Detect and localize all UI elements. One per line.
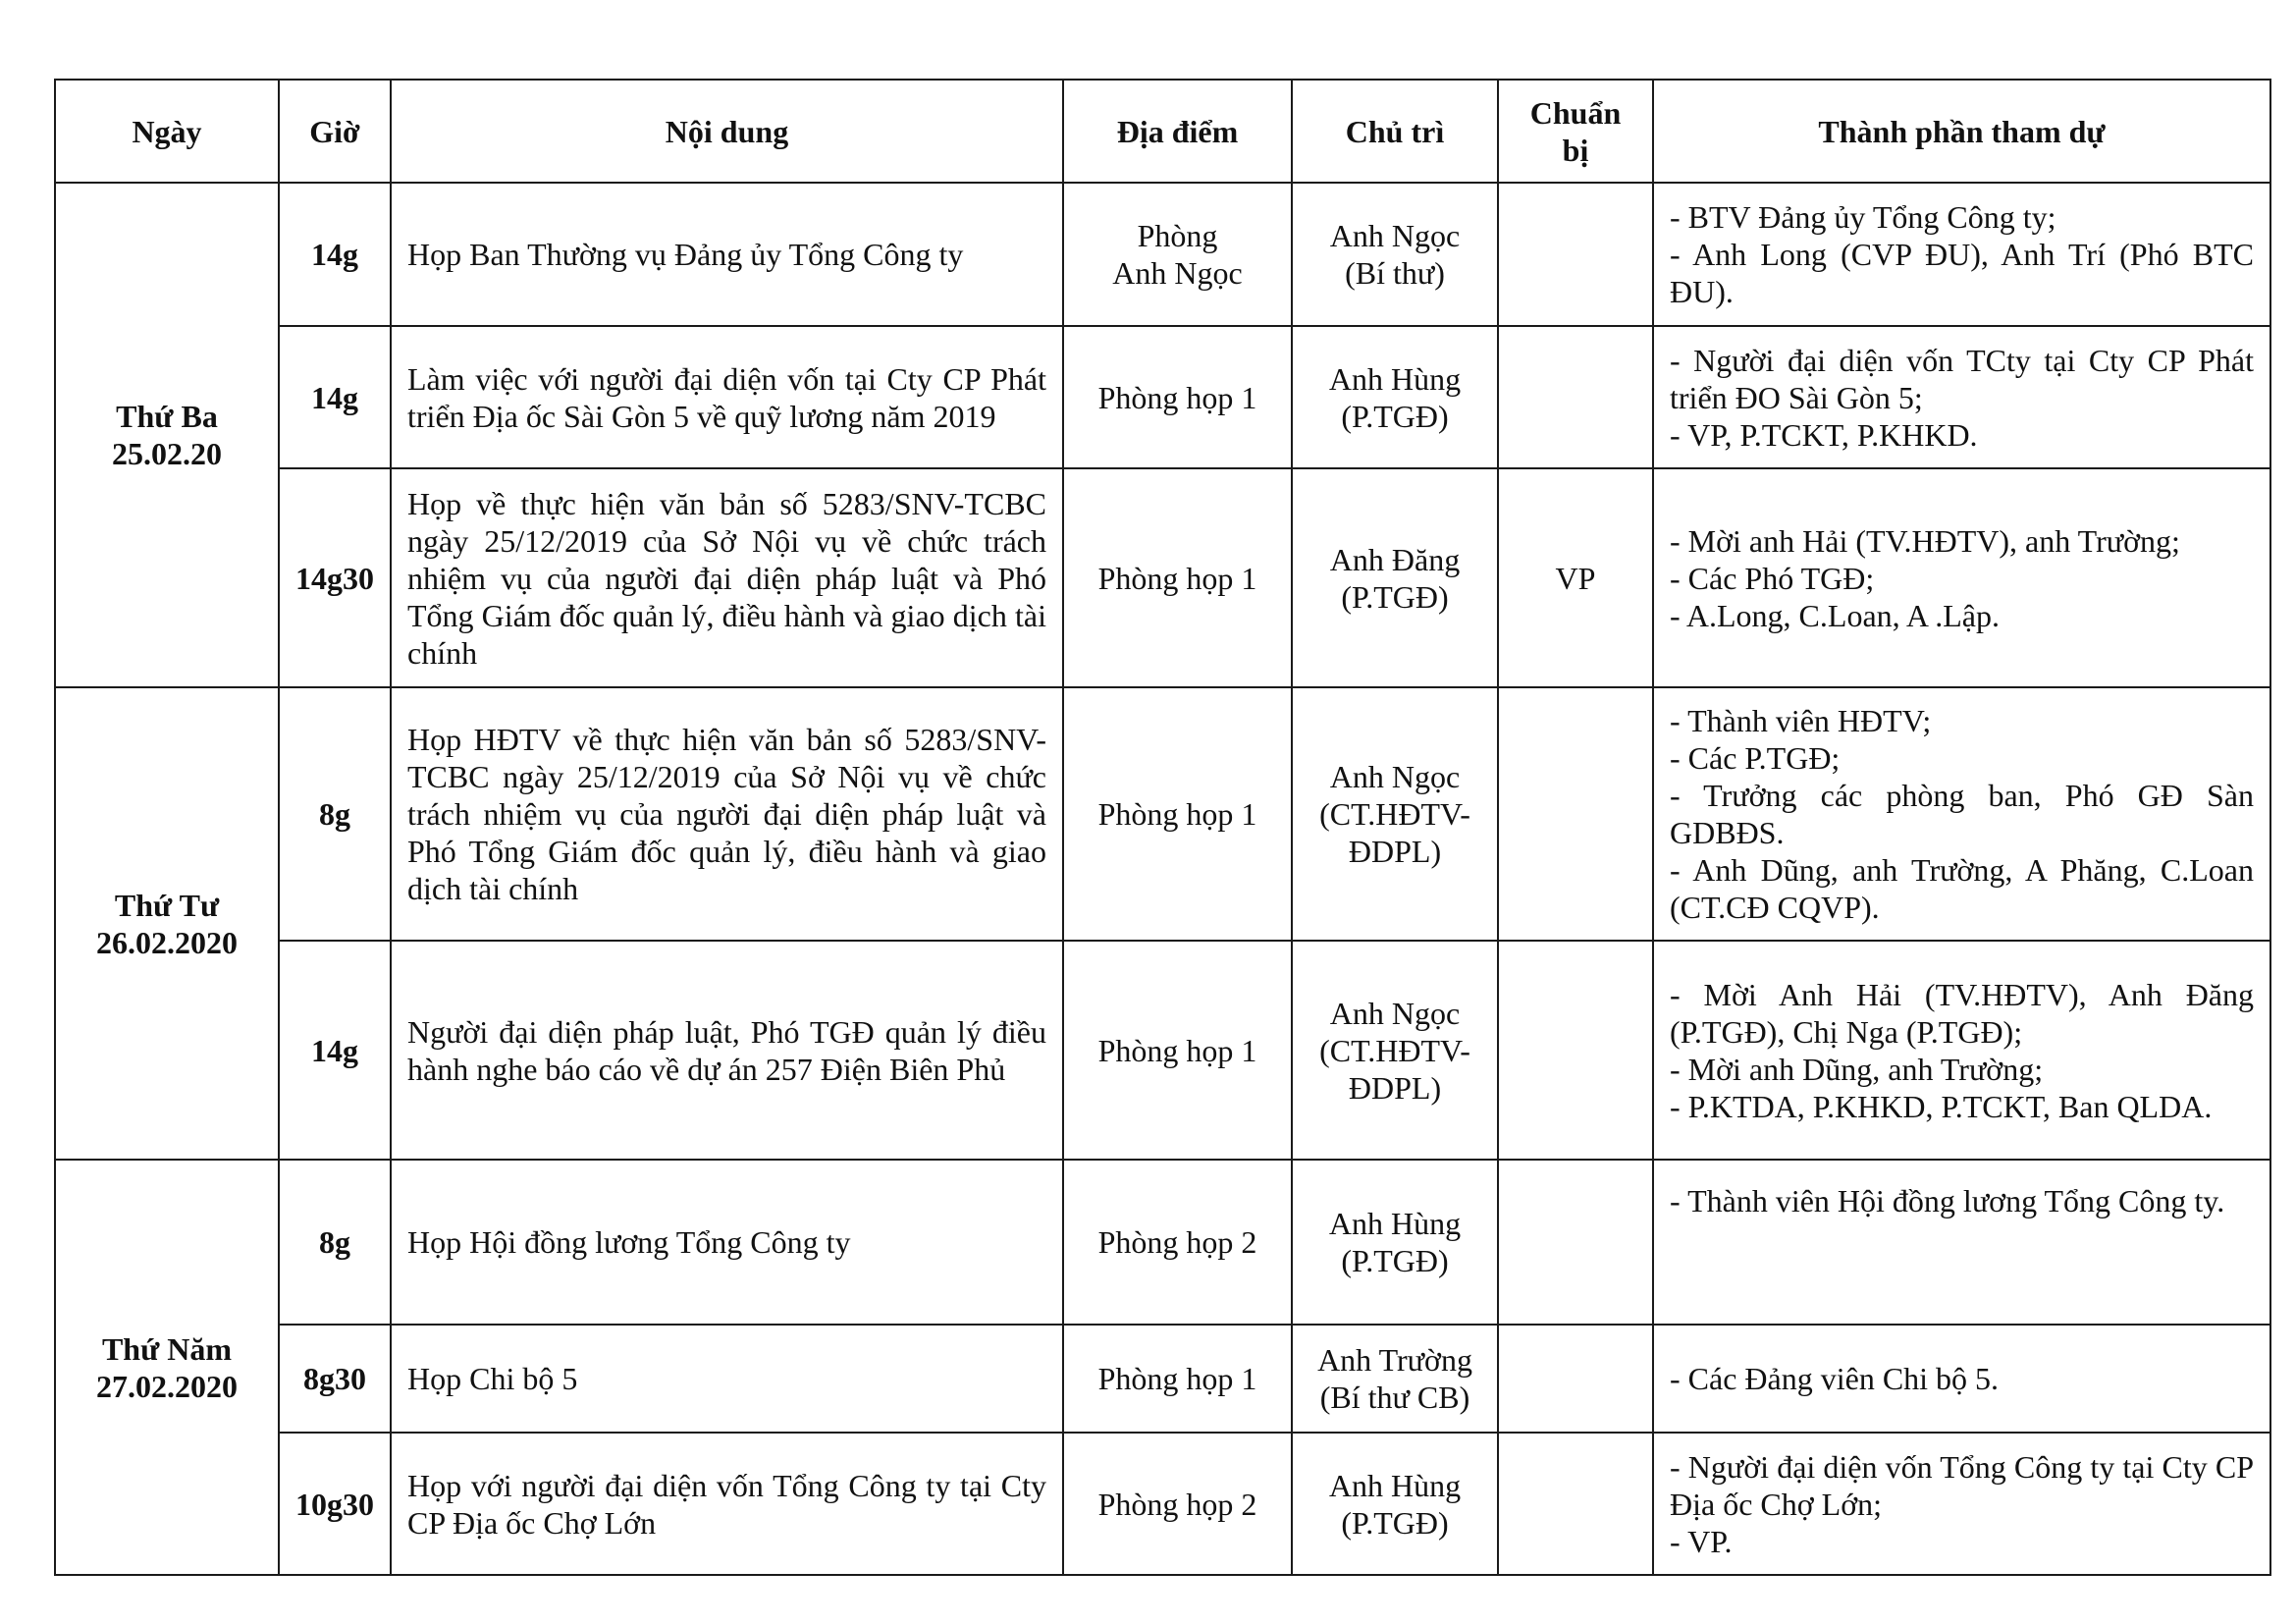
location-cell: Phòng họp 1 [1063,468,1292,687]
prep-cell [1498,941,1653,1160]
location-cell: Phòng họp 1 [1063,326,1292,468]
attendees-cell: - Thành viên Hội đồng lương Tổng Công ty. [1653,1160,2270,1325]
day-cell [55,687,279,1160]
prep-cell [1498,1433,1653,1575]
prep-cell: VP [1498,468,1653,687]
location-cell: Phòng họp 1 [1063,941,1292,1160]
host-cell: Anh Ngọc (CT.HĐTV- ĐDPL) [1292,687,1498,941]
content-cell: Họp về thực hiện văn bản số 5283/SNV-TCBC ngày 25/12/2019 của Sở Nội vụ về chức trách nhiệm vụ của người đại diện pháp luật và Phó Tổng Giám đốc quản lý, điều hành và giao dịch tài chính [391,468,1063,687]
host-cell: Anh Trường (Bí thư CB) [1292,1325,1498,1433]
location-cell: Phòng họp 1 [1063,687,1292,941]
content-cell: Họp HĐTV về thực hiện văn bản số 5283/SNV-TCBC ngày 25/12/2019 của Sở Nội vụ về chức trách nhiệm vụ của người đại diện pháp luật và Phó Tổng Giám đốc quản lý, điều hành và giao dịch tài chính [391,687,1063,941]
time-cell: 14g [279,183,391,326]
header-content: Nội dung [391,80,1063,183]
table-row [55,941,2270,1160]
meeting-schedule-table [54,79,2271,1576]
content-cell: Họp Chi bộ 5 [391,1325,1063,1433]
header-time: Giờ [279,80,391,183]
time-cell: 8g30 [279,1325,391,1433]
content-cell: Người đại diện pháp luật, Phó TGĐ quản lý điều hành nghe báo cáo về dự án 257 Điện Biên Phủ [391,941,1063,1160]
attendees-cell: - Các Đảng viên Chi bộ 5. [1653,1325,2270,1433]
location-cell: Phòng Anh Ngọc [1063,183,1292,326]
attendees-cell: - Thành viên HĐTV; - Các P.TGĐ; - Trưởng các phòng ban, Phó GĐ Sàn GDBĐS. - Anh Dũng, anh Trường, A Phăng, C.Loan (CT.CĐ CQVP). [1653,687,2270,941]
table-row [55,1325,2270,1433]
table-row [55,183,2270,326]
day-cell [55,1160,279,1575]
host-cell: Anh Hùng (P.TGĐ) [1292,1160,1498,1325]
table-row [55,1160,2270,1325]
table-row [55,468,2270,687]
location-cell: Phòng họp 1 [1063,1325,1292,1433]
day-name: Thứ Ba [116,399,218,434]
header-row [55,80,2270,183]
day-name: Thứ Năm [101,1330,233,1367]
content-cell: Họp Hội đồng lương Tổng Công ty [391,1160,1063,1325]
header-prep: Chuẩn bị [1498,80,1653,183]
header-host: Chủ trì [1292,80,1498,183]
host-cell: Anh Ngọc (CT.HĐTV- ĐDPL) [1292,941,1498,1160]
content-cell: Họp với người đại diện vốn Tổng Công ty tại Cty CP Địa ốc Chợ Lớn [391,1433,1063,1575]
time-cell: 14g30 [279,468,391,687]
time-cell: 10g30 [279,1433,391,1575]
content-cell: Làm việc với người đại diện vốn tại Cty CP Phát triển Địa ốc Sài Gòn 5 về quỹ lương năm 2019 [391,326,1063,468]
table-row [55,1433,2270,1575]
host-cell: Anh Ngọc (Bí thư) [1292,183,1498,326]
time-cell: 8g [279,687,391,941]
prep-cell [1498,1325,1653,1433]
day-date: 26.02.2020 [96,924,238,960]
attendees-cell: - Mời anh Hải (TV.HĐTV), anh Trường; - Các Phó TGĐ; - A.Long, C.Loan, A .Lập. [1653,468,2270,687]
prep-cell [1498,326,1653,468]
content-cell: Họp Ban Thường vụ Đảng ủy Tổng Công ty [391,183,1063,326]
header-day: Ngày [55,80,279,183]
day-date: 27.02.2020 [96,1368,238,1404]
host-cell: Anh Đăng (P.TGĐ) [1292,468,1498,687]
location-cell: Phòng họp 2 [1063,1433,1292,1575]
time-cell: 8g [279,1160,391,1325]
header-location: Địa điểm [1063,80,1292,183]
table-row [55,687,2270,941]
time-cell: 14g [279,941,391,1160]
prep-cell [1498,687,1653,941]
attendees-cell: - BTV Đảng ủy Tổng Công ty; - Anh Long (CVP ĐU), Anh Trí (Phó BTC ĐU). [1653,183,2270,326]
host-cell: Anh Hùng (P.TGĐ) [1292,326,1498,468]
location-cell: Phòng họp 2 [1063,1160,1292,1325]
day-date: 25.02.20 [112,436,222,471]
prep-cell [1498,183,1653,326]
prep-cell [1498,1160,1653,1325]
attendees-cell: - Người đại diện vốn TCty tại Cty CP Phát triển ĐO Sài Gòn 5; - VP, P.TCKT, P.KHKD. [1653,326,2270,468]
day-name: Thứ Tư [114,887,220,923]
host-cell: Anh Hùng (P.TGĐ) [1292,1433,1498,1575]
day-cell [55,183,279,687]
attendees-cell: - Mời Anh Hải (TV.HĐTV), Anh Đăng (P.TGĐ), Chị Nga (P.TGĐ); - Mời anh Dũng, anh Trường; - P.KTDA, P.KHKD, P.TCKT, Ban QLDA. [1653,941,2270,1160]
attendees-cell: - Người đại diện vốn Tổng Công ty tại Cty CP Địa ốc Chợ Lớn; - VP. [1653,1433,2270,1575]
time-cell: 14g [279,326,391,468]
table-row [55,326,2270,468]
header-attendees: Thành phần tham dự [1653,80,2270,183]
